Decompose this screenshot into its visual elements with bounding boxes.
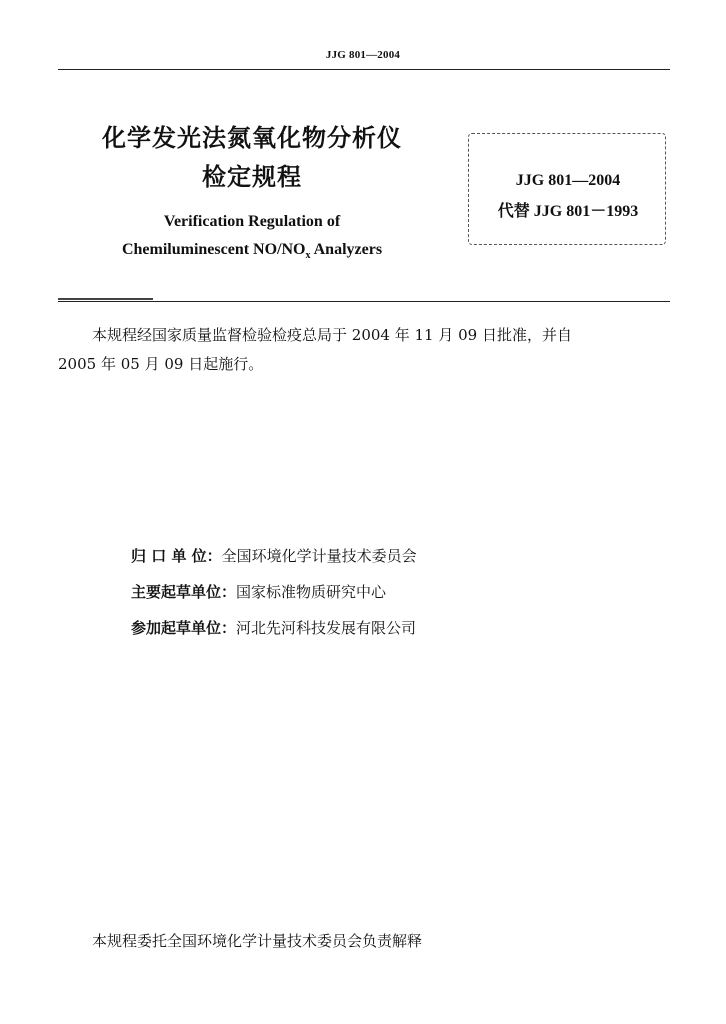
title-en-line2 — [52, 241, 452, 261]
unit-value: 河北先河科技发展有限公司 — [236, 619, 417, 637]
divider-accent — [58, 298, 153, 300]
standard-code: JJG 801—2004 — [515, 172, 621, 189]
divider-rule — [58, 301, 670, 302]
unit-row-main-drafter — [131, 581, 386, 602]
title-en-line1: Verification Regulation of — [163, 213, 341, 230]
unit-row-participant — [131, 617, 416, 638]
footer-note: 本规程委托全国环境化学计量技术委员会负责解释 — [92, 932, 423, 950]
unit-label: 归 口 单 位： — [131, 547, 222, 565]
title-cn-line2: 检定规程 — [202, 163, 302, 191]
title-cn-line1: 化学发光法氮氧化物分析仪 — [102, 124, 402, 152]
unit-row-centralized — [131, 545, 417, 566]
header-rule — [58, 69, 670, 70]
approval-line1: 本规程经国家质量监督检验检疫总局于 2004 年 11 月 09 日批准，并自 — [92, 326, 572, 344]
standard-code-box — [468, 133, 666, 245]
replaces-code: 代替 JJG 801－1993 — [497, 203, 639, 220]
unit-value: 国家标准物质研究中心 — [236, 583, 387, 601]
unit-label: 参加起草单位： — [131, 619, 237, 637]
title-en-suffix: Analyzers — [310, 241, 383, 258]
approval-line2: 2005 年 05 月 09 日起施行。 — [58, 355, 264, 373]
title-en-prefix: Chemiluminescent NO/NO — [121, 241, 306, 258]
header-standard-code: JJG 801—2004 — [325, 49, 401, 61]
title-en-subscript: x — [305, 250, 311, 262]
unit-label: 主要起草单位： — [131, 583, 237, 601]
unit-value: 全国环境化学计量技术委员会 — [221, 547, 417, 565]
